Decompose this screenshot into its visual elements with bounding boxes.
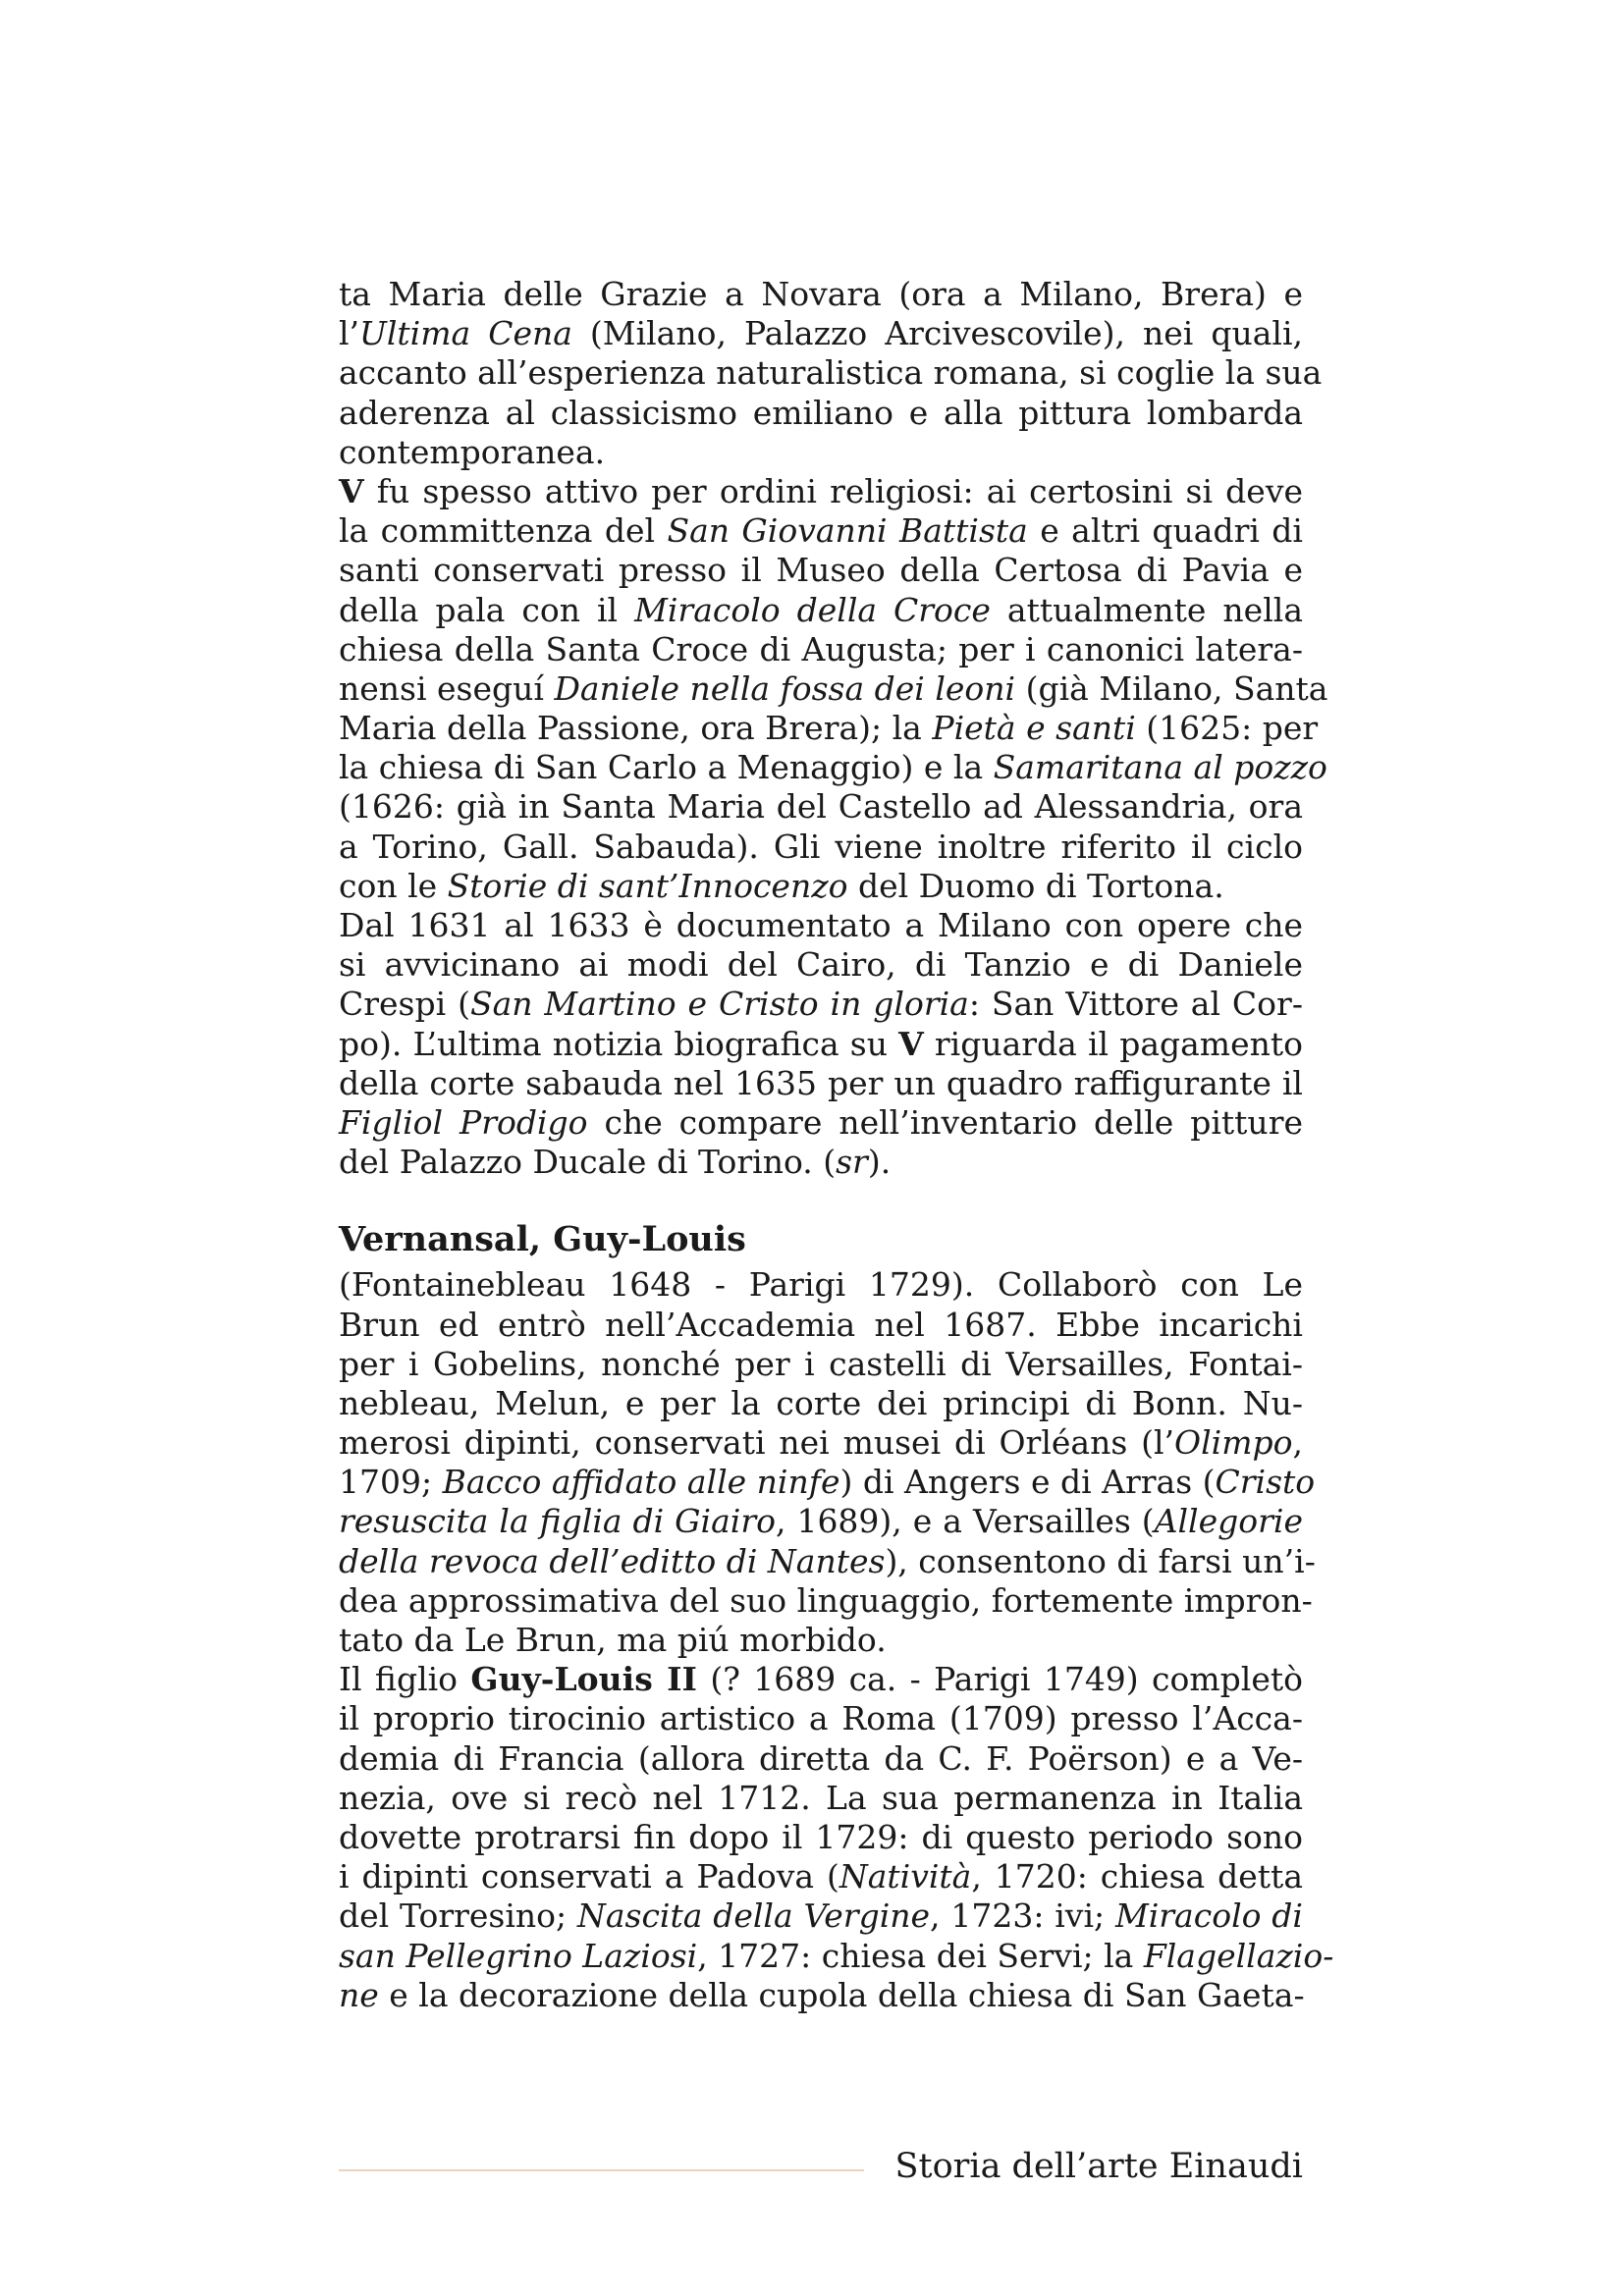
text-line: del Palazzo Ducale di Torino. (sr). [339,1143,892,1182]
text-line: resuscita la figlia di Giairo, 1689), e a Versailles (Allegorie [339,1502,1303,1541]
artist-initial: V [339,471,364,510]
footer-publisher: Storia dell’arte Einaudi [894,2147,1303,2186]
text-line: tato da Le Brun, ma piú morbido. [339,1621,887,1659]
artwork-title: ne [339,1975,379,2014]
artwork-title: Daniele nella fossa dei leoni [554,668,1016,708]
text-line: Il figlio Guy-Louis II (? 1689 ca. - Parigi 1749) completò [339,1660,1304,1699]
artwork-title: San Martino e Cristo in gloria [469,985,969,1024]
text-line: santi conservati presso il Museo della Certosa di Pavia e [339,551,1303,590]
text-line: dovette protrarsi fin dopo il 1729: di questo periodo sono [339,1817,1303,1856]
text-line: nebleau, Melun, e per la corte dei principi di Bonn. Nu- [339,1383,1303,1422]
text-line: V fu spesso attivo per ordini religiosi: ai certosini si deve [339,471,1303,510]
text-line: ta Maria delle Grazie a Novara (ora a Milano, Brera) e [339,275,1303,313]
paragraph-vernansal-bio [339,1265,1316,1660]
text-line: a Torino, Gall. Sabauda). Gli viene inoltre riferito il ciclo [339,827,1303,866]
text-line: il proprio tirocinio artistico a Roma (1709) presso l’Acca- [339,1699,1303,1738]
text-line: si avvicinano ai modi del Cairo, di Tanzio e di Daniele [339,945,1303,985]
paragraph-brera-works [339,275,1323,472]
artwork-title: Nascita della Vergine [576,1896,931,1936]
artist-initial: V [898,1024,924,1063]
text-line: la chiesa di San Carlo a Menaggio) e la Samaritana al pozzo [339,748,1327,787]
text-line: i dipinti conservati a Padova (Natività, 1720: chiesa detta [339,1857,1303,1896]
artwork-title: Miracolo di [1114,1896,1303,1936]
text-line: dea approssimativa del suo linguaggio, fortemente impron- [339,1580,1313,1620]
text-line: Brun ed entrò nell’Accademia nel 1687. Ebbe incarichi [339,1305,1303,1344]
text-line: 1709; Bacco affidato alle ninfe) di Angers e di Arras (Cristo [339,1463,1316,1502]
text-line: della revoca dell’editto di Nantes), consentono di farsi un’i- [339,1541,1316,1580]
text-line: nensi eseguí Daniele nella fossa dei leoni (già Milano, Santa [339,668,1328,708]
artwork-title: resuscita la figlia di Giairo [339,1502,776,1541]
text-line: l’Ultima Cena (Milano, Palazzo Arcivescovile), nei quali, [339,314,1303,353]
text-line: contemporanea. [339,432,606,471]
text-line: (Fontainebleau 1648 - Parigi 1729). Collaborò con Le [339,1265,1303,1305]
text-line: nezia, ove si recò nel 1712. La sua permanenza in Italia [339,1778,1303,1817]
page-body [339,275,1334,2015]
text-line: della pala con il Miracolo della Croce attualmente nella [339,590,1303,629]
artwork-title: Natività [839,1857,972,1896]
author-initials: sr [836,1143,868,1182]
text-line: la committenza del San Giovanni Battista e altri quadri di [339,511,1303,551]
text-line: Maria della Passione, ora Brera); la Pietà e santi (1625: per [339,709,1319,748]
text-line: aderenza al classicismo emiliano e alla pittura lombarda [339,393,1303,432]
artwork-title: della revoca dell’editto di Nantes [339,1541,886,1580]
entry-spacer [339,1182,1303,1218]
artwork-title: Miracolo della Croce [634,590,991,629]
text-line: (1626: già in Santa Maria del Castello ad Alessandria, ora [339,787,1303,827]
footer-rule [339,2169,864,2171]
artwork-title: San Giovanni Battista [667,511,1028,551]
text-line: accanto all’esperienza naturalistica romana, si coglie la sua [339,353,1323,393]
person-name: Guy-Louis II [470,1660,697,1699]
paragraph-guy-louis-ii [339,1660,1334,2015]
text-line: per i Gobelins, nonché per i castelli di Versailles, Fontai- [339,1344,1303,1383]
text-line: po). L’ultima notizia biografica su V riguarda il pagamento [339,1024,1303,1063]
artwork-title: Cristo [1215,1463,1316,1502]
text-line: san Pellegrino Laziosi, 1727: chiesa dei Servi; la Flagellazio- [339,1936,1334,1975]
text-line: demia di Francia (allora diretta da C. F. Poërson) e a Ve- [339,1738,1303,1778]
artwork-title: Ultima Cena [359,314,572,353]
text-line: merosi dipinti, conservati nei musei di Orléans (l’Olimpo, [339,1423,1303,1463]
artwork-title: Pietà e santi [932,709,1136,748]
text-line: Crespi (San Martino e Cristo in gloria: San Vittore al Cor- [339,985,1303,1024]
text-line: ne e la decorazione della cupola della chiesa di San Gaeta- [339,1975,1305,2014]
text-line: con le Storie di sant’Innocenzo del Duomo di Tortona. [339,866,1224,905]
text-line: Dal 1631 al 1633 è documentato a Milano con opere che [339,906,1303,944]
entry-title: Vernansal, Guy-Louis [339,1219,746,1260]
artwork-title: Allegorie [1154,1502,1303,1541]
artwork-title: Bacco affidato alle ninfe [442,1463,840,1502]
page-footer [339,2145,1303,2194]
text-line: del Torresino; Nascita della Vergine, 1723: ivi; Miracolo di [339,1896,1303,1936]
paragraph-milan-period [339,906,1303,1182]
text-line: chiesa della Santa Croce di Augusta; per i canonici latera- [339,629,1303,668]
artwork-title: Olimpo [1174,1423,1293,1463]
artwork-title: Flagellazio- [1143,1936,1334,1975]
artwork-title: Storie di sant’Innocenzo [447,866,848,905]
artwork-title: san Pellegrino Laziosi [339,1936,698,1975]
artwork-title: Figliol Prodigo [339,1102,588,1142]
artwork-title: Samaritana al pozzo [993,748,1327,787]
text-line: Figliol Prodigo che compare nell’inventario delle pitture [339,1102,1303,1142]
text-line: della corte sabauda nel 1635 per un quadro raffigurante il [339,1063,1303,1102]
paragraph-religious-orders [339,471,1328,906]
